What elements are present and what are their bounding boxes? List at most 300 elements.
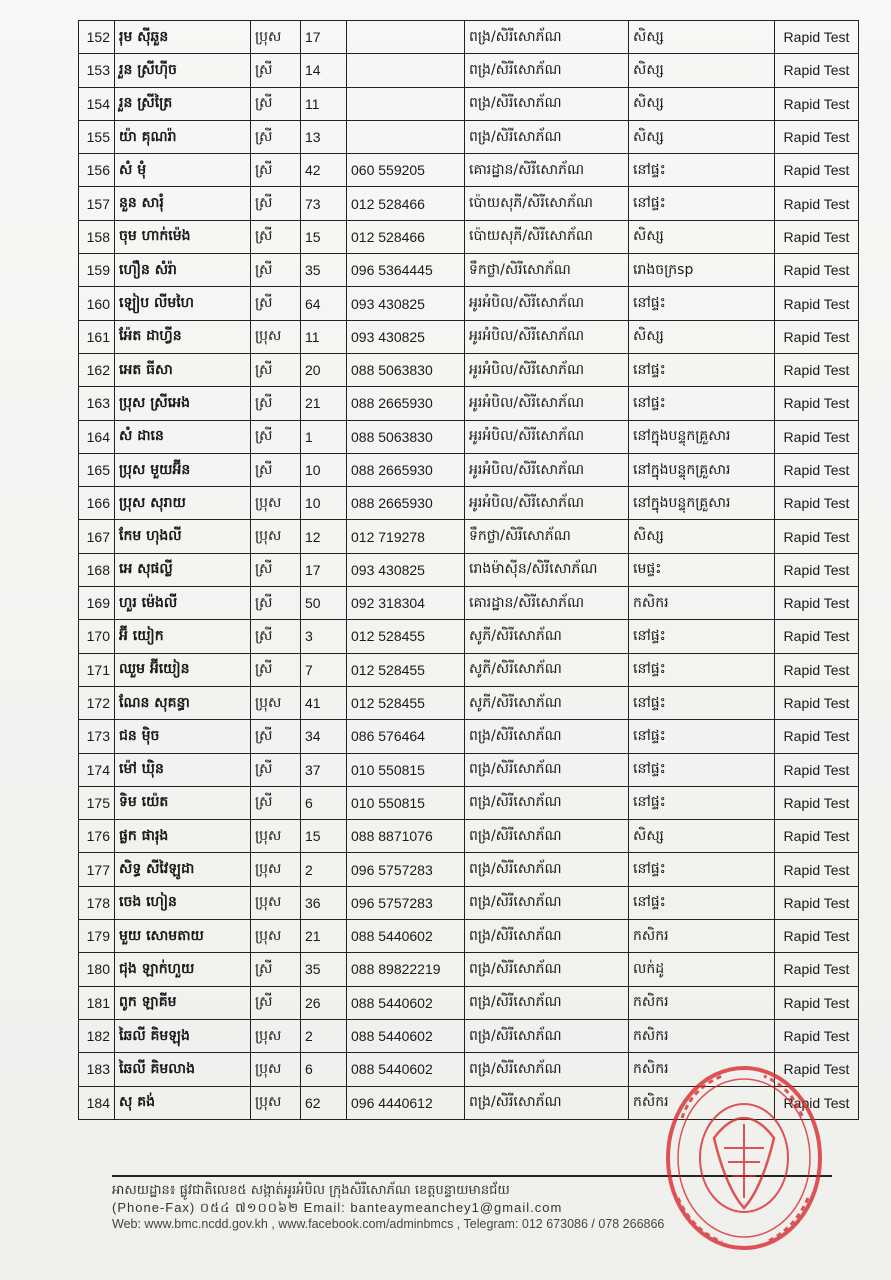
- address-cell: អូរអំបិល/សិរីសោភ័ណ: [465, 387, 629, 420]
- phone-number-cell: 092 318304: [347, 587, 465, 620]
- test-type-cell: Rapid Test: [775, 753, 859, 786]
- sex-cell: ស្រី: [251, 720, 301, 753]
- age-cell: 62: [301, 1086, 347, 1119]
- phone-number-cell: 088 5440602: [347, 1053, 465, 1086]
- address-cell: សូភី/សិរីសោភ័ណ: [465, 653, 629, 686]
- occupation-cell: កសិករ: [629, 920, 775, 953]
- occupation-cell: សិស្ស: [629, 54, 775, 87]
- sex-cell: ស្រី: [251, 587, 301, 620]
- occupation-cell: នៅផ្ទះ: [629, 653, 775, 686]
- sex-cell: ស្រី: [251, 953, 301, 986]
- test-type-cell: Rapid Test: [775, 187, 859, 220]
- sex-cell: ប្រុស: [251, 1053, 301, 1086]
- sex-cell: ប្រុស: [251, 1086, 301, 1119]
- address-cell: ពង្រ/សិរីសោភ័ណ: [465, 920, 629, 953]
- sex-cell: ស្រី: [251, 786, 301, 819]
- occupation-cell: នៅផ្ទះ: [629, 853, 775, 886]
- person-name-cell: រុម ស៊ីឆួន: [115, 21, 251, 54]
- age-cell: 10: [301, 487, 347, 520]
- table-row: [79, 520, 859, 553]
- test-type-cell: Rapid Test: [775, 520, 859, 553]
- phone-number-cell: 088 8871076: [347, 820, 465, 853]
- occupation-cell: សិស្ស: [629, 220, 775, 253]
- footer-web: Web: www.bmc.ncdd.gov.kh , www.facebook.com/adminbmcs , Telegram: 012 673086 / 078 266866: [112, 1217, 665, 1231]
- sex-cell: ប្រុស: [251, 520, 301, 553]
- page-footer: [112, 1182, 872, 1233]
- address-cell: គោរដ្ឋាន/សិរីសោភ័ណ: [465, 154, 629, 187]
- test-type-cell: Rapid Test: [775, 1019, 859, 1052]
- row-number-cell: 167: [79, 520, 115, 553]
- age-cell: 20: [301, 353, 347, 386]
- row-number-cell: 157: [79, 187, 115, 220]
- age-cell: 15: [301, 820, 347, 853]
- occupation-cell: នៅផ្ទះ: [629, 720, 775, 753]
- phone-number-cell: 088 5063830: [347, 353, 465, 386]
- sex-cell: ប្រុស: [251, 1019, 301, 1052]
- test-type-cell: Rapid Test: [775, 920, 859, 953]
- table-row: [79, 686, 859, 719]
- occupation-cell: នៅផ្ទះ: [629, 353, 775, 386]
- age-cell: 2: [301, 853, 347, 886]
- phone-number-cell: [347, 87, 465, 120]
- person-name-cell: នួន សារុំ: [115, 187, 251, 220]
- table-row: [79, 753, 859, 786]
- address-cell: ទឹកថ្លា/សិរីសោភ័ណ: [465, 254, 629, 287]
- table-row: [79, 853, 859, 886]
- table-row: [79, 420, 859, 453]
- row-number-cell: 177: [79, 853, 115, 886]
- test-type-cell: Rapid Test: [775, 287, 859, 320]
- row-number-cell: 161: [79, 320, 115, 353]
- phone-number-cell: 010 550815: [347, 753, 465, 786]
- row-number-cell: 164: [79, 420, 115, 453]
- age-cell: 41: [301, 686, 347, 719]
- occupation-cell: នៅផ្ទះ: [629, 620, 775, 653]
- row-number-cell: 171: [79, 653, 115, 686]
- row-number-cell: 173: [79, 720, 115, 753]
- test-type-cell: Rapid Test: [775, 220, 859, 253]
- occupation-cell: សិស្ស: [629, 320, 775, 353]
- test-type-cell: Rapid Test: [775, 620, 859, 653]
- person-name-cell: ទិម យ៉េត: [115, 786, 251, 819]
- phone-number-cell: 086 576464: [347, 720, 465, 753]
- address-cell: ពង្រ/សិរីសោភ័ណ: [465, 54, 629, 87]
- person-name-cell: អេត ធីសា: [115, 353, 251, 386]
- table-row: [79, 1053, 859, 1086]
- sex-cell: ស្រី: [251, 387, 301, 420]
- phone-number-cell: 088 2665930: [347, 487, 465, 520]
- sex-cell: ស្រី: [251, 753, 301, 786]
- age-cell: 37: [301, 753, 347, 786]
- occupation-cell: កសិករ: [629, 1086, 775, 1119]
- phone-number-cell: 012 528466: [347, 220, 465, 253]
- footer-address: អាសយដ្ឋាន៖ ផ្លូវជាតិលេខ៥ សង្កាត់អូរអំបិល ក្រុងសិរីសោភ័ណ ខេត្តបន្ទាយមានជ័យ: [112, 1183, 510, 1198]
- address-cell: រោងម៉ាស៊ីន/សិរីសោភ័ណ: [465, 553, 629, 586]
- sex-cell: ស្រី: [251, 87, 301, 120]
- age-cell: 17: [301, 21, 347, 54]
- test-type-cell: Rapid Test: [775, 487, 859, 520]
- row-number-cell: 184: [79, 1086, 115, 1119]
- address-cell: អូរអំបិល/សិរីសោភ័ណ: [465, 287, 629, 320]
- row-number-cell: 180: [79, 953, 115, 986]
- address-cell: ពង្រ/សិរីសោភ័ណ: [465, 1019, 629, 1052]
- test-type-cell: Rapid Test: [775, 653, 859, 686]
- sex-cell: ស្រី: [251, 54, 301, 87]
- person-name-cell: ចេង ហៀន: [115, 886, 251, 919]
- address-cell: ពង្រ/សិរីសោភ័ណ: [465, 1086, 629, 1119]
- age-cell: 7: [301, 653, 347, 686]
- test-type-cell: Rapid Test: [775, 120, 859, 153]
- row-number-cell: 169: [79, 587, 115, 620]
- occupation-cell: នៅក្នុងបន្ទុកគ្រួសារ: [629, 420, 775, 453]
- test-type-cell: Rapid Test: [775, 387, 859, 420]
- age-cell: 6: [301, 786, 347, 819]
- table-row: [79, 920, 859, 953]
- age-cell: 50: [301, 587, 347, 620]
- phone-number-cell: 096 5364445: [347, 254, 465, 287]
- phone-number-cell: 093 430825: [347, 553, 465, 586]
- address-cell: គោរដ្ឋាន/សិរីសោភ័ណ: [465, 587, 629, 620]
- row-number-cell: 172: [79, 686, 115, 719]
- occupation-cell: នៅផ្ទះ: [629, 187, 775, 220]
- sex-cell: ស្រី: [251, 154, 301, 187]
- table-row: [79, 120, 859, 153]
- person-name-cell: សំ មុំ: [115, 154, 251, 187]
- test-type-cell: Rapid Test: [775, 720, 859, 753]
- table-row: [79, 886, 859, 919]
- table-row: [79, 720, 859, 753]
- address-cell: អូរអំបិល/សិរីសោភ័ណ: [465, 487, 629, 520]
- occupation-cell: កសិករ: [629, 1053, 775, 1086]
- person-name-cell: អ៊ី យៀក: [115, 620, 251, 653]
- table-row: [79, 553, 859, 586]
- address-cell: ពង្រ/សិរីសោភ័ណ: [465, 986, 629, 1019]
- age-cell: 21: [301, 387, 347, 420]
- sex-cell: ស្រី: [251, 254, 301, 287]
- sex-cell: ស្រី: [251, 353, 301, 386]
- age-cell: 11: [301, 87, 347, 120]
- address-cell: ពង្រ/សិរីសោភ័ណ: [465, 786, 629, 819]
- row-number-cell: 178: [79, 886, 115, 919]
- test-type-cell: Rapid Test: [775, 154, 859, 187]
- phone-number-cell: 088 5063830: [347, 420, 465, 453]
- person-name-cell: ប្រុស សុរាយ: [115, 487, 251, 520]
- age-cell: 34: [301, 720, 347, 753]
- person-name-cell: កែម ហុងលី: [115, 520, 251, 553]
- sex-cell: ស្រី: [251, 120, 301, 153]
- row-number-cell: 182: [79, 1019, 115, 1052]
- phone-number-cell: [347, 21, 465, 54]
- occupation-cell: លក់ដូ: [629, 953, 775, 986]
- phone-number-cell: 088 89822219: [347, 953, 465, 986]
- row-number-cell: 168: [79, 553, 115, 586]
- occupation-cell: កសិករ: [629, 986, 775, 1019]
- person-name-cell: ប្រុស ស្រីអេង: [115, 387, 251, 420]
- test-type-cell: Rapid Test: [775, 886, 859, 919]
- address-cell: ពង្រ/សិរីសោភ័ណ: [465, 953, 629, 986]
- person-name-cell: ជន ម៉ិច: [115, 720, 251, 753]
- address-cell: ពង្រ/សិរីសោភ័ណ: [465, 21, 629, 54]
- table-row: [79, 287, 859, 320]
- row-number-cell: 152: [79, 21, 115, 54]
- table-row: [79, 220, 859, 253]
- sex-cell: ស្រី: [251, 420, 301, 453]
- table-row: [79, 353, 859, 386]
- occupation-cell: នៅផ្ទះ: [629, 753, 775, 786]
- address-cell: ពង្រ/សិរីសោភ័ណ: [465, 120, 629, 153]
- table-row: [79, 87, 859, 120]
- person-name-cell: ឆៃលី គិមលាង: [115, 1053, 251, 1086]
- person-name-cell: មួយ សោមតាយ: [115, 920, 251, 953]
- table-row: [79, 986, 859, 1019]
- row-number-cell: 159: [79, 254, 115, 287]
- age-cell: 73: [301, 187, 347, 220]
- test-type-cell: Rapid Test: [775, 1053, 859, 1086]
- address-cell: ប៉ោយសុភី/សិរីសោភ័ណ: [465, 220, 629, 253]
- test-type-cell: Rapid Test: [775, 786, 859, 819]
- table-row: [79, 154, 859, 187]
- sex-cell: ស្រី: [251, 220, 301, 253]
- age-cell: 26: [301, 986, 347, 1019]
- phone-number-cell: 088 5440602: [347, 986, 465, 1019]
- sex-cell: ស្រី: [251, 653, 301, 686]
- occupation-cell: រោងចក្រsp: [629, 254, 775, 287]
- test-type-cell: Rapid Test: [775, 453, 859, 486]
- phone-number-cell: 060 559205: [347, 154, 465, 187]
- test-type-cell: Rapid Test: [775, 54, 859, 87]
- table-row: [79, 54, 859, 87]
- phone-number-cell: 088 2665930: [347, 453, 465, 486]
- test-type-cell: Rapid Test: [775, 1086, 859, 1119]
- age-cell: 6: [301, 1053, 347, 1086]
- phone-number-cell: 096 5757283: [347, 853, 465, 886]
- sex-cell: ប្រុស: [251, 21, 301, 54]
- sex-cell: ស្រី: [251, 287, 301, 320]
- address-cell: អូរអំបិល/សិរីសោភ័ណ: [465, 420, 629, 453]
- occupation-cell: នៅផ្ទះ: [629, 387, 775, 420]
- sex-cell: ប្រុស: [251, 686, 301, 719]
- footer-divider: [112, 1175, 832, 1177]
- occupation-cell: សិស្ស: [629, 520, 775, 553]
- table-row: [79, 453, 859, 486]
- person-name-cell: ឈួម អ៊ីយៀន: [115, 653, 251, 686]
- test-type-cell: Rapid Test: [775, 953, 859, 986]
- person-name-cell: យ៉ា គុណរ៉ា: [115, 120, 251, 153]
- person-name-cell: ផ្លក ផារុង: [115, 820, 251, 853]
- person-name-cell: ពូក ឡាគីម: [115, 986, 251, 1019]
- address-cell: អូរអំបិល/សិរីសោភ័ណ: [465, 353, 629, 386]
- age-cell: 14: [301, 54, 347, 87]
- age-cell: 10: [301, 453, 347, 486]
- table-row: [79, 1019, 859, 1052]
- test-type-cell: Rapid Test: [775, 686, 859, 719]
- row-number-cell: 170: [79, 620, 115, 653]
- person-name-cell: ចុម ហាក់ម៉េង: [115, 220, 251, 253]
- row-number-cell: 174: [79, 753, 115, 786]
- sex-cell: ស្រី: [251, 553, 301, 586]
- age-cell: 11: [301, 320, 347, 353]
- person-name-cell: ជុង ឡាក់ហួយ: [115, 953, 251, 986]
- person-name-cell: ឆៃលី គិមឡុង: [115, 1019, 251, 1052]
- age-cell: 1: [301, 420, 347, 453]
- age-cell: 15: [301, 220, 347, 253]
- test-type-cell: Rapid Test: [775, 353, 859, 386]
- person-name-cell: ហឿន សំរ៉ា: [115, 254, 251, 287]
- occupation-cell: មេផ្ទះ: [629, 553, 775, 586]
- table-row: [79, 620, 859, 653]
- address-cell: អូរអំបិល/សិរីសោភ័ណ: [465, 320, 629, 353]
- phone-number-cell: 096 4440612: [347, 1086, 465, 1119]
- address-cell: ពង្រ/សិរីសោភ័ណ: [465, 820, 629, 853]
- age-cell: 35: [301, 254, 347, 287]
- table-row: [79, 587, 859, 620]
- address-cell: ប៉ោយសុភី/សិរីសោភ័ណ: [465, 187, 629, 220]
- address-cell: អូរអំបិល/សិរីសោភ័ណ: [465, 453, 629, 486]
- address-cell: ពង្រ/សិរីសោភ័ណ: [465, 753, 629, 786]
- address-cell: ទឹកថ្លា/សិរីសោភ័ណ: [465, 520, 629, 553]
- person-name-cell: អ៉ែត ដាហ្វីន: [115, 320, 251, 353]
- row-number-cell: 163: [79, 387, 115, 420]
- test-type-cell: Rapid Test: [775, 553, 859, 586]
- address-cell: ពង្រ/សិរីសោភ័ណ: [465, 853, 629, 886]
- age-cell: 64: [301, 287, 347, 320]
- address-cell: ពង្រ/សិរីសោភ័ណ: [465, 87, 629, 120]
- person-name-cell: សិទ្ធ សីវៃឡូដា: [115, 853, 251, 886]
- phone-number-cell: [347, 54, 465, 87]
- row-number-cell: 162: [79, 353, 115, 386]
- table-row: [79, 1086, 859, 1119]
- sex-cell: ស្រី: [251, 453, 301, 486]
- occupation-cell: សិស្ស: [629, 120, 775, 153]
- phone-number-cell: 012 528455: [347, 620, 465, 653]
- row-number-cell: 165: [79, 453, 115, 486]
- address-cell: ពង្រ/សិរីសោភ័ណ: [465, 720, 629, 753]
- occupation-cell: នៅផ្ទះ: [629, 686, 775, 719]
- phone-number-cell: [347, 120, 465, 153]
- sex-cell: ប្រុស: [251, 853, 301, 886]
- occupation-cell: សិស្ស: [629, 21, 775, 54]
- person-name-cell: អេ សុផល្លី: [115, 553, 251, 586]
- age-cell: 35: [301, 953, 347, 986]
- occupation-cell: សិស្ស: [629, 820, 775, 853]
- test-type-cell: Rapid Test: [775, 87, 859, 120]
- phone-number-cell: 012 719278: [347, 520, 465, 553]
- person-name-cell: ប្រុស មួយអ៊ីន: [115, 453, 251, 486]
- age-cell: 42: [301, 154, 347, 187]
- person-name-cell: សុ គង់: [115, 1086, 251, 1119]
- occupation-cell: នៅផ្ទះ: [629, 786, 775, 819]
- table-row: [79, 187, 859, 220]
- sex-cell: ប្រុស: [251, 487, 301, 520]
- table-row: [79, 487, 859, 520]
- person-name-cell: ហួរ ម៉េងលី: [115, 587, 251, 620]
- phone-number-cell: 088 2665930: [347, 387, 465, 420]
- occupation-cell: នៅផ្ទះ: [629, 154, 775, 187]
- test-type-cell: Rapid Test: [775, 986, 859, 1019]
- age-cell: 21: [301, 920, 347, 953]
- row-number-cell: 154: [79, 87, 115, 120]
- address-cell: ពង្រ/សិរីសោភ័ណ: [465, 1053, 629, 1086]
- phone-number-cell: 093 430825: [347, 320, 465, 353]
- test-type-cell: Rapid Test: [775, 320, 859, 353]
- phone-number-cell: 088 5440602: [347, 920, 465, 953]
- test-type-cell: Rapid Test: [775, 420, 859, 453]
- table-row: [79, 254, 859, 287]
- age-cell: 13: [301, 120, 347, 153]
- row-number-cell: 179: [79, 920, 115, 953]
- occupation-cell: កសិករ: [629, 1019, 775, 1052]
- address-cell: សូភី/សិរីសោភ័ណ: [465, 686, 629, 719]
- sex-cell: ស្រី: [251, 620, 301, 653]
- address-cell: សូភី/សិរីសោភ័ណ: [465, 620, 629, 653]
- row-number-cell: 153: [79, 54, 115, 87]
- age-cell: 3: [301, 620, 347, 653]
- occupation-cell: កសិករ: [629, 587, 775, 620]
- person-name-cell: ណែន សុគន្ធា: [115, 686, 251, 719]
- row-number-cell: 158: [79, 220, 115, 253]
- person-name-cell: ឡៀប លីមហៃ: [115, 287, 251, 320]
- table-row: [79, 387, 859, 420]
- roster-body: [79, 21, 859, 1120]
- sex-cell: ស្រី: [251, 986, 301, 1019]
- footer-contact: (Phone-Fax) ០៥៤ ៧១០០៦២ Email: banteaymeanchey1@gmail.com: [112, 1200, 563, 1215]
- sex-cell: ស្រី: [251, 187, 301, 220]
- occupation-cell: នៅផ្ទះ: [629, 886, 775, 919]
- row-number-cell: 175: [79, 786, 115, 819]
- person-name-cell: សំ ដានេ: [115, 420, 251, 453]
- phone-number-cell: 012 528466: [347, 187, 465, 220]
- table-row: [79, 820, 859, 853]
- phone-number-cell: 010 550815: [347, 786, 465, 819]
- sex-cell: ប្រុស: [251, 320, 301, 353]
- test-type-cell: Rapid Test: [775, 587, 859, 620]
- test-type-cell: Rapid Test: [775, 820, 859, 853]
- row-number-cell: 176: [79, 820, 115, 853]
- row-number-cell: 181: [79, 986, 115, 1019]
- row-number-cell: 160: [79, 287, 115, 320]
- phone-number-cell: 088 5440602: [347, 1019, 465, 1052]
- sex-cell: ប្រុស: [251, 920, 301, 953]
- table-row: [79, 953, 859, 986]
- occupation-cell: នៅក្នុងបន្ទុកគ្រួសារ: [629, 453, 775, 486]
- person-name-cell: ម៉ៅ ឃុិន: [115, 753, 251, 786]
- age-cell: 12: [301, 520, 347, 553]
- row-number-cell: 156: [79, 154, 115, 187]
- phone-number-cell: 093 430825: [347, 287, 465, 320]
- sex-cell: ប្រុស: [251, 820, 301, 853]
- address-cell: ពង្រ/សិរីសោភ័ណ: [465, 886, 629, 919]
- age-cell: 17: [301, 553, 347, 586]
- row-number-cell: 155: [79, 120, 115, 153]
- table-row: [79, 653, 859, 686]
- test-type-cell: Rapid Test: [775, 853, 859, 886]
- age-cell: 36: [301, 886, 347, 919]
- phone-number-cell: 012 528455: [347, 686, 465, 719]
- table-row: [79, 320, 859, 353]
- sex-cell: ប្រុស: [251, 886, 301, 919]
- phone-number-cell: 012 528455: [347, 653, 465, 686]
- row-number-cell: 183: [79, 1053, 115, 1086]
- occupation-cell: សិស្ស: [629, 87, 775, 120]
- person-name-cell: រួន ស្រីត្រៃ: [115, 87, 251, 120]
- table-row: [79, 21, 859, 54]
- roster-table: [78, 20, 859, 1120]
- table-row: [79, 786, 859, 819]
- age-cell: 2: [301, 1019, 347, 1052]
- test-type-cell: Rapid Test: [775, 254, 859, 287]
- row-number-cell: 166: [79, 487, 115, 520]
- occupation-cell: នៅផ្ទះ: [629, 287, 775, 320]
